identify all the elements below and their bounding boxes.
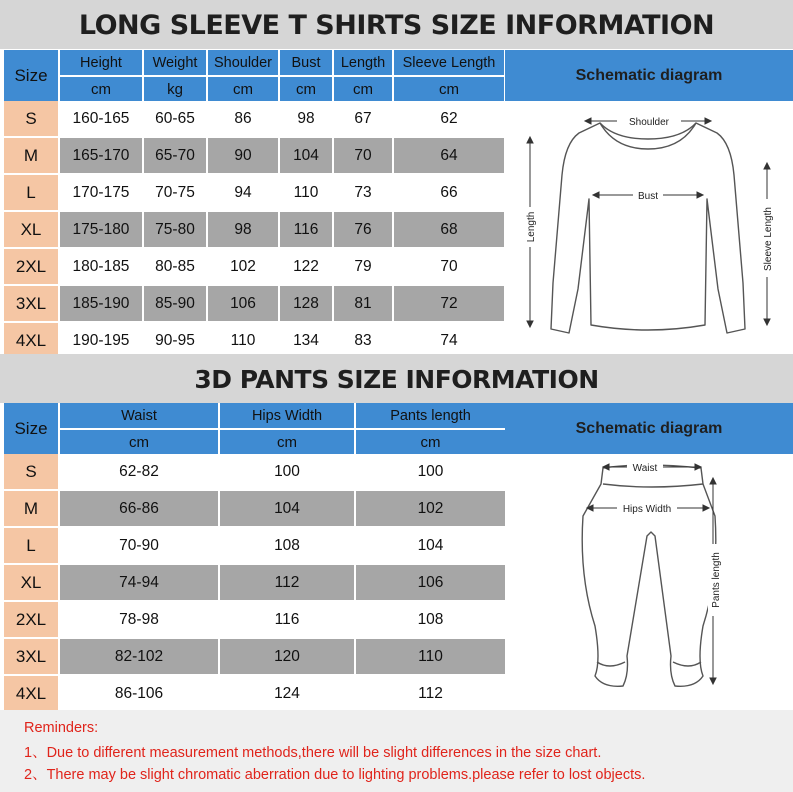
table-row bbox=[4, 565, 505, 602]
table-cell: 60-65 bbox=[144, 101, 206, 138]
table-row bbox=[4, 454, 505, 491]
table-cell: 90-95 bbox=[144, 323, 206, 360]
size-cell: M bbox=[4, 138, 58, 175]
table-cell: 108 bbox=[220, 528, 354, 565]
size-cell: S bbox=[4, 101, 58, 138]
table-cell: 81 bbox=[334, 286, 392, 323]
unit-label: cm bbox=[356, 430, 505, 454]
table-cell: 112 bbox=[356, 676, 505, 713]
reminder-item: 1、Due to different measurement methods,there will be slight differences in the size chart. bbox=[24, 745, 602, 761]
height-header: Height bbox=[60, 50, 142, 77]
table-cell: 104 bbox=[280, 138, 332, 175]
waist-label: Waist bbox=[632, 463, 658, 474]
pants-length-label: Pants length bbox=[711, 552, 722, 608]
table-cell: 66 bbox=[394, 175, 504, 212]
table-cell: 73 bbox=[334, 175, 392, 212]
pants-schematic-header: Schematic diagram bbox=[505, 403, 793, 454]
waist-header: Waist bbox=[60, 403, 218, 430]
bust-header: Bust bbox=[280, 50, 332, 77]
size-column-header: Size bbox=[4, 50, 58, 101]
table-cell: 128 bbox=[280, 286, 332, 323]
pants-size-title: 3D PANTS SIZE INFORMATION bbox=[0, 354, 793, 403]
table-cell: 90 bbox=[208, 138, 278, 175]
table-cell: 86-106 bbox=[60, 676, 218, 713]
table-cell: 70-90 bbox=[60, 528, 218, 565]
shirt-size-table bbox=[2, 50, 506, 360]
size-cell: M bbox=[4, 491, 58, 528]
hips-width-header: Hips Width bbox=[220, 403, 354, 430]
table-row bbox=[4, 676, 505, 713]
table-row bbox=[4, 175, 504, 212]
table-row bbox=[4, 138, 504, 175]
table-row bbox=[4, 212, 504, 249]
table-cell: 104 bbox=[220, 491, 354, 528]
table-cell: 175-180 bbox=[60, 212, 142, 249]
table-cell: 74 bbox=[394, 323, 504, 360]
size-cell: 4XL bbox=[4, 676, 58, 713]
table-cell: 74-94 bbox=[60, 565, 218, 602]
table-cell: 86 bbox=[208, 101, 278, 138]
table-cell: 190-195 bbox=[60, 323, 142, 360]
table-cell: 180-185 bbox=[60, 249, 142, 286]
size-cell: 3XL bbox=[4, 639, 58, 676]
size-cell: L bbox=[4, 528, 58, 565]
shirt-schematic-diagram bbox=[505, 103, 793, 352]
table-cell: 106 bbox=[208, 286, 278, 323]
table-row bbox=[4, 286, 504, 323]
table-cell: 75-80 bbox=[144, 212, 206, 249]
size-cell: XL bbox=[4, 565, 58, 602]
sleeve-length-label: Sleeve Length bbox=[763, 207, 774, 271]
table-cell: 124 bbox=[220, 676, 354, 713]
table-cell: 62 bbox=[394, 101, 504, 138]
shoulder-header: Shoulder bbox=[208, 50, 278, 77]
size-cell: 3XL bbox=[4, 286, 58, 323]
table-cell: 170-175 bbox=[60, 175, 142, 212]
reminder-item: 2、There may be slight chromatic aberration due to lighting problems.please refer to lost objects. bbox=[24, 767, 646, 783]
table-cell: 76 bbox=[334, 212, 392, 249]
unit-label: cm bbox=[60, 430, 218, 454]
reminders-heading: Reminders: bbox=[24, 720, 99, 736]
table-cell: 67 bbox=[334, 101, 392, 138]
table-cell: 83 bbox=[334, 323, 392, 360]
table-cell: 104 bbox=[356, 528, 505, 565]
table-cell: 134 bbox=[280, 323, 332, 360]
shirt-size-title: LONG SLEEVE T SHIRTS SIZE INFORMATION bbox=[0, 0, 793, 49]
table-cell: 72 bbox=[394, 286, 504, 323]
unit-label: cm bbox=[280, 77, 332, 101]
table-cell: 62-82 bbox=[60, 454, 218, 491]
table-cell: 100 bbox=[220, 454, 354, 491]
weight-header: Weight bbox=[144, 50, 206, 77]
size-cell: 2XL bbox=[4, 249, 58, 286]
unit-label: cm bbox=[208, 77, 278, 101]
table-row bbox=[4, 249, 504, 286]
length-header: Length bbox=[334, 50, 392, 77]
table-cell: 116 bbox=[220, 602, 354, 639]
table-cell: 110 bbox=[356, 639, 505, 676]
table-cell: 68 bbox=[394, 212, 504, 249]
size-cell: S bbox=[4, 454, 58, 491]
table-cell: 82-102 bbox=[60, 639, 218, 676]
sleeve-length-header: Sleeve Length bbox=[394, 50, 504, 77]
table-row bbox=[4, 491, 505, 528]
reminders-box bbox=[0, 710, 793, 792]
shoulder-label: Shoulder bbox=[628, 117, 670, 128]
table-cell: 66-86 bbox=[60, 491, 218, 528]
table-cell: 106 bbox=[356, 565, 505, 602]
table-cell: 65-70 bbox=[144, 138, 206, 175]
unit-label: cm bbox=[334, 77, 392, 101]
table-cell: 102 bbox=[208, 249, 278, 286]
pants-schematic-diagram bbox=[505, 456, 793, 708]
table-cell: 98 bbox=[208, 212, 278, 249]
table-cell: 122 bbox=[280, 249, 332, 286]
table-cell: 98 bbox=[280, 101, 332, 138]
table-cell: 80-85 bbox=[144, 249, 206, 286]
table-cell: 70-75 bbox=[144, 175, 206, 212]
table-row bbox=[4, 101, 504, 138]
table-cell: 100 bbox=[356, 454, 505, 491]
table-cell: 94 bbox=[208, 175, 278, 212]
table-cell: 64 bbox=[394, 138, 504, 175]
size-cell: 4XL bbox=[4, 323, 58, 360]
size-cell: L bbox=[4, 175, 58, 212]
length-label: Length bbox=[526, 211, 537, 243]
table-cell: 120 bbox=[220, 639, 354, 676]
jogger-pants-icon bbox=[505, 456, 793, 708]
table-cell: 70 bbox=[394, 249, 504, 286]
table-cell: 70 bbox=[334, 138, 392, 175]
unit-label: cm bbox=[220, 430, 354, 454]
table-row bbox=[4, 528, 505, 565]
unit-label: cm bbox=[60, 77, 142, 101]
table-cell: 112 bbox=[220, 565, 354, 602]
size-cell: XL bbox=[4, 212, 58, 249]
table-cell: 160-165 bbox=[60, 101, 142, 138]
table-cell: 116 bbox=[280, 212, 332, 249]
table-cell: 78-98 bbox=[60, 602, 218, 639]
pants-length-header: Pants length bbox=[356, 403, 505, 430]
table-cell: 110 bbox=[280, 175, 332, 212]
hips-width-label: Hips Width bbox=[622, 504, 672, 515]
size-cell: 2XL bbox=[4, 602, 58, 639]
shirt-schematic-header: Schematic diagram bbox=[505, 50, 793, 101]
table-row bbox=[4, 639, 505, 676]
unit-label: cm bbox=[394, 77, 504, 101]
table-cell: 165-170 bbox=[60, 138, 142, 175]
table-cell: 102 bbox=[356, 491, 505, 528]
bust-label: Bust bbox=[637, 191, 659, 202]
size-column-header: Size bbox=[4, 403, 58, 454]
table-cell: 185-190 bbox=[60, 286, 142, 323]
table-cell: 108 bbox=[356, 602, 505, 639]
long-sleeve-shirt-icon bbox=[505, 103, 793, 352]
unit-label: kg bbox=[144, 77, 206, 101]
table-row bbox=[4, 602, 505, 639]
table-cell: 79 bbox=[334, 249, 392, 286]
table-cell: 110 bbox=[208, 323, 278, 360]
pants-size-table bbox=[2, 403, 507, 713]
table-cell: 85-90 bbox=[144, 286, 206, 323]
